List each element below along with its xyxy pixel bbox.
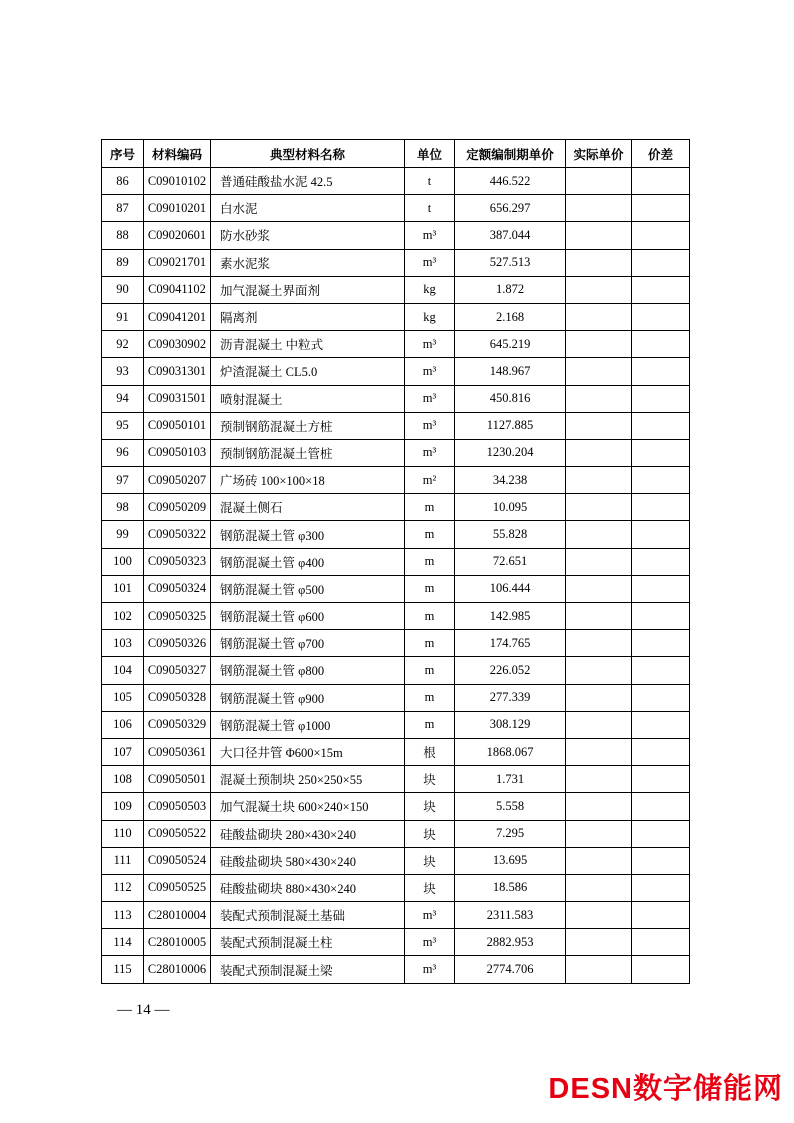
name-cell: 炉渣混凝土 CL5.0 <box>211 358 405 385</box>
quota-price-cell: 1.731 <box>455 766 566 793</box>
column-header-quota-price: 定额编制期单价 <box>455 140 566 168</box>
seq-cell: 89 <box>102 249 144 276</box>
price-diff-cell <box>632 847 690 874</box>
quota-price-cell: 450.816 <box>455 385 566 412</box>
price-diff-cell <box>632 467 690 494</box>
actual-price-cell <box>566 929 632 956</box>
seq-cell: 93 <box>102 358 144 385</box>
unit-cell: m <box>405 657 455 684</box>
actual-price-cell <box>566 222 632 249</box>
name-cell: 硅酸盐砌块 580×430×240 <box>211 847 405 874</box>
unit-cell: m <box>405 521 455 548</box>
seq-cell: 101 <box>102 575 144 602</box>
price-diff-cell <box>632 820 690 847</box>
table-row <box>102 874 690 901</box>
name-cell: 硅酸盐砌块 280×430×240 <box>211 820 405 847</box>
seq-cell: 102 <box>102 603 144 630</box>
unit-cell: 块 <box>405 874 455 901</box>
column-header-code: 材料编码 <box>144 140 211 168</box>
unit-cell: m <box>405 575 455 602</box>
code-cell: C09050328 <box>144 684 211 711</box>
seq-cell: 95 <box>102 412 144 439</box>
actual-price-cell <box>566 467 632 494</box>
name-cell: 混凝土侧石 <box>211 494 405 521</box>
price-diff-cell <box>632 738 690 765</box>
table-header-row <box>102 140 690 168</box>
actual-price-cell <box>566 711 632 738</box>
quota-price-cell: 34.238 <box>455 467 566 494</box>
table-row <box>102 195 690 222</box>
name-cell: 白水泥 <box>211 195 405 222</box>
seq-cell: 108 <box>102 766 144 793</box>
unit-cell: t <box>405 195 455 222</box>
price-diff-cell <box>632 494 690 521</box>
material-price-table <box>101 139 690 984</box>
code-cell: C09050324 <box>144 575 211 602</box>
code-cell: C09031501 <box>144 385 211 412</box>
column-header-price-diff: 价差 <box>632 140 690 168</box>
table-row <box>102 412 690 439</box>
price-diff-cell <box>632 793 690 820</box>
unit-cell: m³ <box>405 358 455 385</box>
quota-price-cell: 5.558 <box>455 793 566 820</box>
table-row <box>102 521 690 548</box>
code-cell: C09050525 <box>144 874 211 901</box>
actual-price-cell <box>566 548 632 575</box>
price-diff-cell <box>632 684 690 711</box>
actual-price-cell <box>566 902 632 929</box>
price-diff-cell <box>632 874 690 901</box>
name-cell: 装配式预制混凝土梁 <box>211 956 405 983</box>
code-cell: C09041201 <box>144 303 211 330</box>
table-row <box>102 439 690 466</box>
name-cell: 钢筋混凝土管 φ800 <box>211 657 405 684</box>
table-row <box>102 738 690 765</box>
actual-price-cell <box>566 657 632 684</box>
quota-price-cell: 106.444 <box>455 575 566 602</box>
code-cell: C09050522 <box>144 820 211 847</box>
seq-cell: 113 <box>102 902 144 929</box>
seq-cell: 98 <box>102 494 144 521</box>
quota-price-cell: 656.297 <box>455 195 566 222</box>
table-row <box>102 820 690 847</box>
quota-price-cell: 10.095 <box>455 494 566 521</box>
page-number: — 14 — <box>117 1002 170 1018</box>
seq-cell: 115 <box>102 956 144 983</box>
actual-price-cell <box>566 249 632 276</box>
code-cell: C28010005 <box>144 929 211 956</box>
unit-cell: m³ <box>405 439 455 466</box>
table-row <box>102 276 690 303</box>
name-cell: 普通硅酸盐水泥 42.5 <box>211 168 405 195</box>
quota-price-cell: 446.522 <box>455 168 566 195</box>
unit-cell: 根 <box>405 738 455 765</box>
actual-price-cell <box>566 575 632 602</box>
code-cell: C09050322 <box>144 521 211 548</box>
unit-cell: m <box>405 494 455 521</box>
quota-price-cell: 226.052 <box>455 657 566 684</box>
actual-price-cell <box>566 766 632 793</box>
name-cell: 钢筋混凝土管 φ500 <box>211 575 405 602</box>
price-diff-cell <box>632 603 690 630</box>
table-row <box>102 575 690 602</box>
quota-price-cell: 1127.885 <box>455 412 566 439</box>
code-cell: C09030902 <box>144 331 211 358</box>
seq-cell: 87 <box>102 195 144 222</box>
price-diff-cell <box>632 249 690 276</box>
code-cell: C09050501 <box>144 766 211 793</box>
name-cell: 预制钢筋混凝土管桩 <box>211 439 405 466</box>
quota-price-cell: 2774.706 <box>455 956 566 983</box>
price-diff-cell <box>632 222 690 249</box>
price-diff-cell <box>632 548 690 575</box>
seq-cell: 110 <box>102 820 144 847</box>
table-row <box>102 711 690 738</box>
column-header-actual-price: 实际单价 <box>566 140 632 168</box>
name-cell: 沥青混凝土 中粒式 <box>211 331 405 358</box>
actual-price-cell <box>566 303 632 330</box>
quota-price-cell: 174.765 <box>455 630 566 657</box>
code-cell: C09050209 <box>144 494 211 521</box>
code-cell: C28010004 <box>144 902 211 929</box>
unit-cell: m <box>405 684 455 711</box>
name-cell: 防水砂浆 <box>211 222 405 249</box>
code-cell: C09050329 <box>144 711 211 738</box>
unit-cell: m <box>405 603 455 630</box>
seq-cell: 97 <box>102 467 144 494</box>
price-diff-cell <box>632 195 690 222</box>
quota-price-cell: 2311.583 <box>455 902 566 929</box>
quota-price-cell: 7.295 <box>455 820 566 847</box>
seq-cell: 91 <box>102 303 144 330</box>
unit-cell: kg <box>405 276 455 303</box>
quota-price-cell: 72.651 <box>455 548 566 575</box>
quota-price-cell: 1.872 <box>455 276 566 303</box>
code-cell: C09050524 <box>144 847 211 874</box>
column-header-unit: 单位 <box>405 140 455 168</box>
code-cell: C09050101 <box>144 412 211 439</box>
name-cell: 装配式预制混凝土基础 <box>211 902 405 929</box>
name-cell: 隔离剂 <box>211 303 405 330</box>
seq-cell: 86 <box>102 168 144 195</box>
name-cell: 钢筋混凝土管 φ300 <box>211 521 405 548</box>
actual-price-cell <box>566 956 632 983</box>
price-diff-cell <box>632 657 690 684</box>
actual-price-cell <box>566 385 632 412</box>
code-cell: C09050325 <box>144 603 211 630</box>
table-row <box>102 385 690 412</box>
actual-price-cell <box>566 847 632 874</box>
actual-price-cell <box>566 195 632 222</box>
unit-cell: 块 <box>405 820 455 847</box>
seq-cell: 105 <box>102 684 144 711</box>
table-row <box>102 358 690 385</box>
name-cell: 素水泥浆 <box>211 249 405 276</box>
unit-cell: m³ <box>405 412 455 439</box>
actual-price-cell <box>566 358 632 385</box>
quota-price-cell: 1868.067 <box>455 738 566 765</box>
table-row <box>102 168 690 195</box>
actual-price-cell <box>566 603 632 630</box>
code-cell: C09021701 <box>144 249 211 276</box>
unit-cell: m <box>405 711 455 738</box>
price-diff-cell <box>632 766 690 793</box>
quota-price-cell: 18.586 <box>455 874 566 901</box>
code-cell: C09050323 <box>144 548 211 575</box>
quota-price-cell: 2.168 <box>455 303 566 330</box>
price-diff-cell <box>632 521 690 548</box>
table-row <box>102 684 690 711</box>
quota-price-cell: 308.129 <box>455 711 566 738</box>
actual-price-cell <box>566 684 632 711</box>
name-cell: 预制钢筋混凝土方桩 <box>211 412 405 439</box>
actual-price-cell <box>566 168 632 195</box>
unit-cell: m³ <box>405 385 455 412</box>
seq-cell: 106 <box>102 711 144 738</box>
actual-price-cell <box>566 874 632 901</box>
table-row <box>102 603 690 630</box>
actual-price-cell <box>566 412 632 439</box>
seq-cell: 96 <box>102 439 144 466</box>
price-diff-cell <box>632 630 690 657</box>
name-cell: 广场砖 100×100×18 <box>211 467 405 494</box>
unit-cell: m³ <box>405 902 455 929</box>
actual-price-cell <box>566 793 632 820</box>
actual-price-cell <box>566 494 632 521</box>
table-row <box>102 630 690 657</box>
unit-cell: m² <box>405 467 455 494</box>
unit-cell: 块 <box>405 766 455 793</box>
actual-price-cell <box>566 439 632 466</box>
code-cell: C09050361 <box>144 738 211 765</box>
unit-cell: m³ <box>405 331 455 358</box>
column-header-seq: 序号 <box>102 140 144 168</box>
unit-cell: 块 <box>405 793 455 820</box>
seq-cell: 99 <box>102 521 144 548</box>
actual-price-cell <box>566 820 632 847</box>
quota-price-cell: 1230.204 <box>455 439 566 466</box>
price-diff-cell <box>632 711 690 738</box>
price-diff-cell <box>632 358 690 385</box>
table-row <box>102 902 690 929</box>
actual-price-cell <box>566 521 632 548</box>
seq-cell: 90 <box>102 276 144 303</box>
quota-price-cell: 13.695 <box>455 847 566 874</box>
price-diff-cell <box>632 412 690 439</box>
quota-price-cell: 55.828 <box>455 521 566 548</box>
unit-cell: t <box>405 168 455 195</box>
name-cell: 钢筋混凝土管 φ1000 <box>211 711 405 738</box>
price-diff-cell <box>632 168 690 195</box>
quota-price-cell: 527.513 <box>455 249 566 276</box>
table-row <box>102 331 690 358</box>
name-cell: 混凝土预制块 250×250×55 <box>211 766 405 793</box>
column-header-name: 典型材料名称 <box>211 140 405 168</box>
quota-price-cell: 645.219 <box>455 331 566 358</box>
seq-cell: 111 <box>102 847 144 874</box>
unit-cell: 块 <box>405 847 455 874</box>
table-row <box>102 657 690 684</box>
table-row <box>102 929 690 956</box>
price-diff-cell <box>632 331 690 358</box>
table-row <box>102 766 690 793</box>
seq-cell: 104 <box>102 657 144 684</box>
seq-cell: 92 <box>102 331 144 358</box>
unit-cell: kg <box>405 303 455 330</box>
unit-cell: m³ <box>405 929 455 956</box>
code-cell: C09031301 <box>144 358 211 385</box>
seq-cell: 88 <box>102 222 144 249</box>
name-cell: 加气混凝土块 600×240×150 <box>211 793 405 820</box>
name-cell: 钢筋混凝土管 φ400 <box>211 548 405 575</box>
price-diff-cell <box>632 956 690 983</box>
watermark-logo: DESN数字储能网 <box>548 1073 783 1105</box>
price-diff-cell <box>632 385 690 412</box>
price-diff-cell <box>632 902 690 929</box>
actual-price-cell <box>566 331 632 358</box>
table-row <box>102 303 690 330</box>
table-row <box>102 222 690 249</box>
name-cell: 喷射混凝土 <box>211 385 405 412</box>
quota-price-cell: 387.044 <box>455 222 566 249</box>
seq-cell: 112 <box>102 874 144 901</box>
name-cell: 装配式预制混凝土柱 <box>211 929 405 956</box>
table-header <box>102 140 690 168</box>
seq-cell: 94 <box>102 385 144 412</box>
price-diff-cell <box>632 439 690 466</box>
unit-cell: m³ <box>405 956 455 983</box>
seq-cell: 114 <box>102 929 144 956</box>
code-cell: C09010201 <box>144 195 211 222</box>
price-diff-cell <box>632 303 690 330</box>
quota-price-cell: 2882.953 <box>455 929 566 956</box>
table-row <box>102 467 690 494</box>
seq-cell: 100 <box>102 548 144 575</box>
code-cell: C09020601 <box>144 222 211 249</box>
code-cell: C28010006 <box>144 956 211 983</box>
name-cell: 钢筋混凝土管 φ900 <box>211 684 405 711</box>
name-cell: 硅酸盐砌块 880×430×240 <box>211 874 405 901</box>
quota-price-cell: 142.985 <box>455 603 566 630</box>
table-row <box>102 494 690 521</box>
table-row <box>102 793 690 820</box>
table-row <box>102 847 690 874</box>
code-cell: C09050207 <box>144 467 211 494</box>
code-cell: C09050103 <box>144 439 211 466</box>
actual-price-cell <box>566 738 632 765</box>
seq-cell: 109 <box>102 793 144 820</box>
actual-price-cell <box>566 630 632 657</box>
table-row <box>102 548 690 575</box>
unit-cell: m <box>405 630 455 657</box>
code-cell: C09050327 <box>144 657 211 684</box>
name-cell: 加气混凝土界面剂 <box>211 276 405 303</box>
quota-price-cell: 277.339 <box>455 684 566 711</box>
quota-price-cell: 148.967 <box>455 358 566 385</box>
name-cell: 钢筋混凝土管 φ600 <box>211 603 405 630</box>
unit-cell: m³ <box>405 249 455 276</box>
code-cell: C09050326 <box>144 630 211 657</box>
name-cell: 大口径井管 Φ600×15m <box>211 738 405 765</box>
unit-cell: m <box>405 548 455 575</box>
code-cell: C09050503 <box>144 793 211 820</box>
price-diff-cell <box>632 929 690 956</box>
unit-cell: m³ <box>405 222 455 249</box>
actual-price-cell <box>566 276 632 303</box>
code-cell: C09010102 <box>144 168 211 195</box>
price-diff-cell <box>632 575 690 602</box>
seq-cell: 103 <box>102 630 144 657</box>
table-body <box>102 168 690 984</box>
code-cell: C09041102 <box>144 276 211 303</box>
name-cell: 钢筋混凝土管 φ700 <box>211 630 405 657</box>
seq-cell: 107 <box>102 738 144 765</box>
price-diff-cell <box>632 276 690 303</box>
table-row <box>102 249 690 276</box>
table-row <box>102 956 690 983</box>
